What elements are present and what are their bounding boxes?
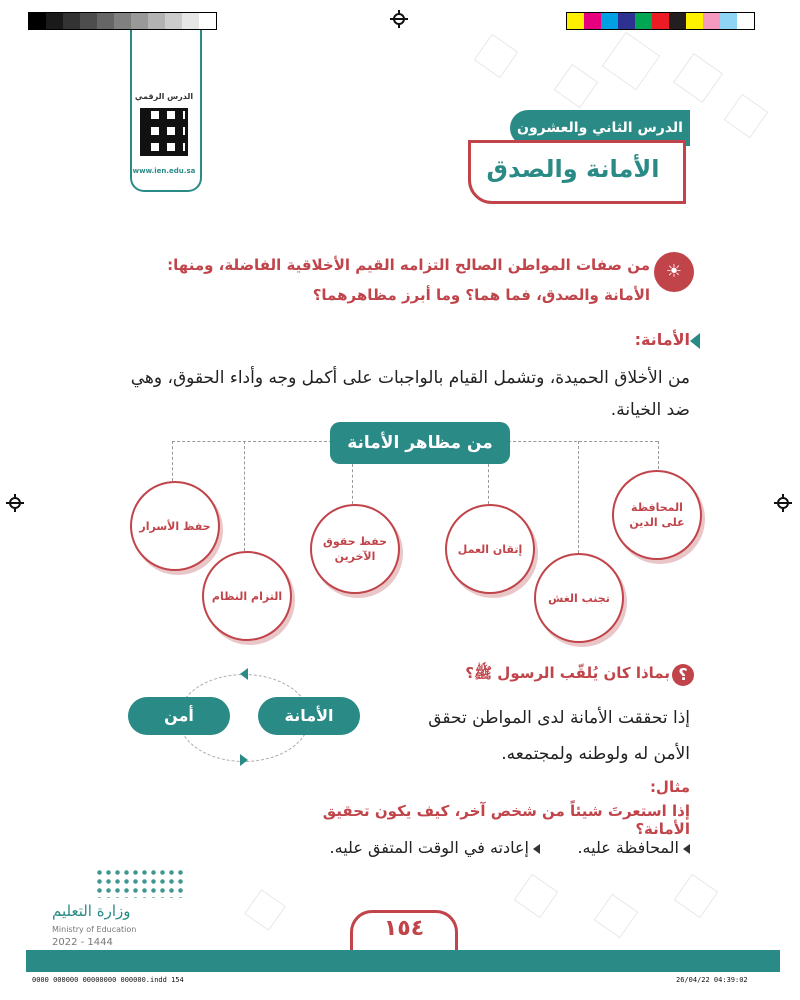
decorative-square <box>673 53 723 103</box>
intro-text: من صفات المواطن الصالح التزامه القيم الأخلاقية الفاضلة، ومنها: الأمانة والصدق، فما هما؟ وما أبرز مظاهرهما؟ <box>167 256 650 304</box>
page-number: ١٥٤ <box>383 916 425 941</box>
decorative-square <box>474 34 519 79</box>
registration-mark-icon <box>774 494 792 512</box>
diagram-item-label: التزام النظام <box>211 589 283 603</box>
example-answer-2 <box>290 838 540 857</box>
diagram-item <box>445 504 535 594</box>
ministry-name-en: Ministry of Education <box>52 925 137 934</box>
qr-code-icon[interactable] <box>140 108 188 156</box>
decorative-square <box>602 32 660 90</box>
arrow-left-icon <box>240 668 248 680</box>
digital-lesson-label: الدرس الرقمي <box>134 92 194 101</box>
diagram-item <box>534 553 624 643</box>
lesson-title: الأمانة والصدق <box>486 155 660 183</box>
question-answer: إذا تحققت الأمانة لدى المواطن تحقق الأمن له ولوطنه ولمجتمعه. <box>428 708 690 764</box>
decorative-square <box>674 874 719 919</box>
grayscale-registration-bar <box>28 12 217 30</box>
diagram-item-label: تجنب الغش <box>548 591 610 605</box>
lesson-number: الدرس الثاني والعشرون <box>510 110 690 146</box>
example-question: إذا استعرتَ شيئاً من شخص آخر، كيف يكون تحقيق الأمانة؟ <box>322 802 690 838</box>
ministry-year: 2022 - 1444 <box>52 937 113 948</box>
diagram-connector <box>244 441 245 551</box>
diagram-connector <box>658 441 659 469</box>
question-mark-icon: ؟ <box>672 664 694 686</box>
amana-definition: من الأخلاق الحميدة، وتشمل القيام بالواجبات على أكمل وجه وأداء الحقوق، وهي ضد الخيانة. <box>130 368 690 420</box>
diagram-connector <box>352 464 353 504</box>
diagram-connector <box>488 464 489 504</box>
diagram-connector <box>172 441 332 442</box>
section-heading-amana: الأمانة: <box>634 330 690 349</box>
diagram-title: من مظاهر الأمانة <box>330 422 510 464</box>
diagram-item-label: المحافظة على الدين <box>629 501 685 529</box>
diagram-connector <box>172 441 173 481</box>
registration-mark-icon <box>390 10 408 28</box>
arrow-right-icon <box>240 754 248 766</box>
ministry-logo-icon <box>95 868 185 898</box>
footer-band <box>26 950 780 972</box>
pill-aman: أمن <box>128 697 230 735</box>
bullet-icon <box>683 844 690 854</box>
decorative-square <box>514 874 559 919</box>
decorative-square <box>554 64 599 109</box>
diagram-item <box>612 470 702 560</box>
digital-lesson-url[interactable]: www.ien.edu.sa <box>132 167 196 175</box>
decorative-square <box>594 894 639 939</box>
diagram-connector <box>508 441 658 442</box>
example-answer-1 <box>560 838 690 857</box>
diagram-item-label: حفظ حقوق الآخرين <box>322 535 388 563</box>
example-answer-text: إعادته في الوقت المتفق عليه. <box>329 838 529 857</box>
decorative-square <box>244 889 286 931</box>
color-registration-bar <box>566 12 755 30</box>
diagram-item <box>130 481 220 571</box>
diagram-item-label: إتقان العمل <box>457 542 523 556</box>
decorative-square <box>724 94 769 139</box>
file-info: 0000 000000 00000000 000000.indd 154 <box>32 976 184 984</box>
pill-amana: الأمانة <box>258 697 360 735</box>
diagram-connector <box>578 441 579 553</box>
lightbulb-glyph: ☀ <box>665 261 683 282</box>
registration-mark-icon <box>6 494 24 512</box>
diagram-item <box>310 504 400 594</box>
ministry-name-ar: وزارة التعليم <box>52 902 131 920</box>
date-info: 26/04/22 04:39:02 <box>676 976 748 984</box>
example-label: مثال: <box>649 778 690 796</box>
bullet-icon <box>533 844 540 854</box>
chevron-left-icon <box>690 333 700 349</box>
diagram-item-label: حفظ الأسرار <box>139 519 211 533</box>
example-answer-text: المحافظة عليه. <box>577 838 679 857</box>
question-heading: بماذا كان يُلقّب الرسول ﷺ؟ <box>465 664 670 682</box>
